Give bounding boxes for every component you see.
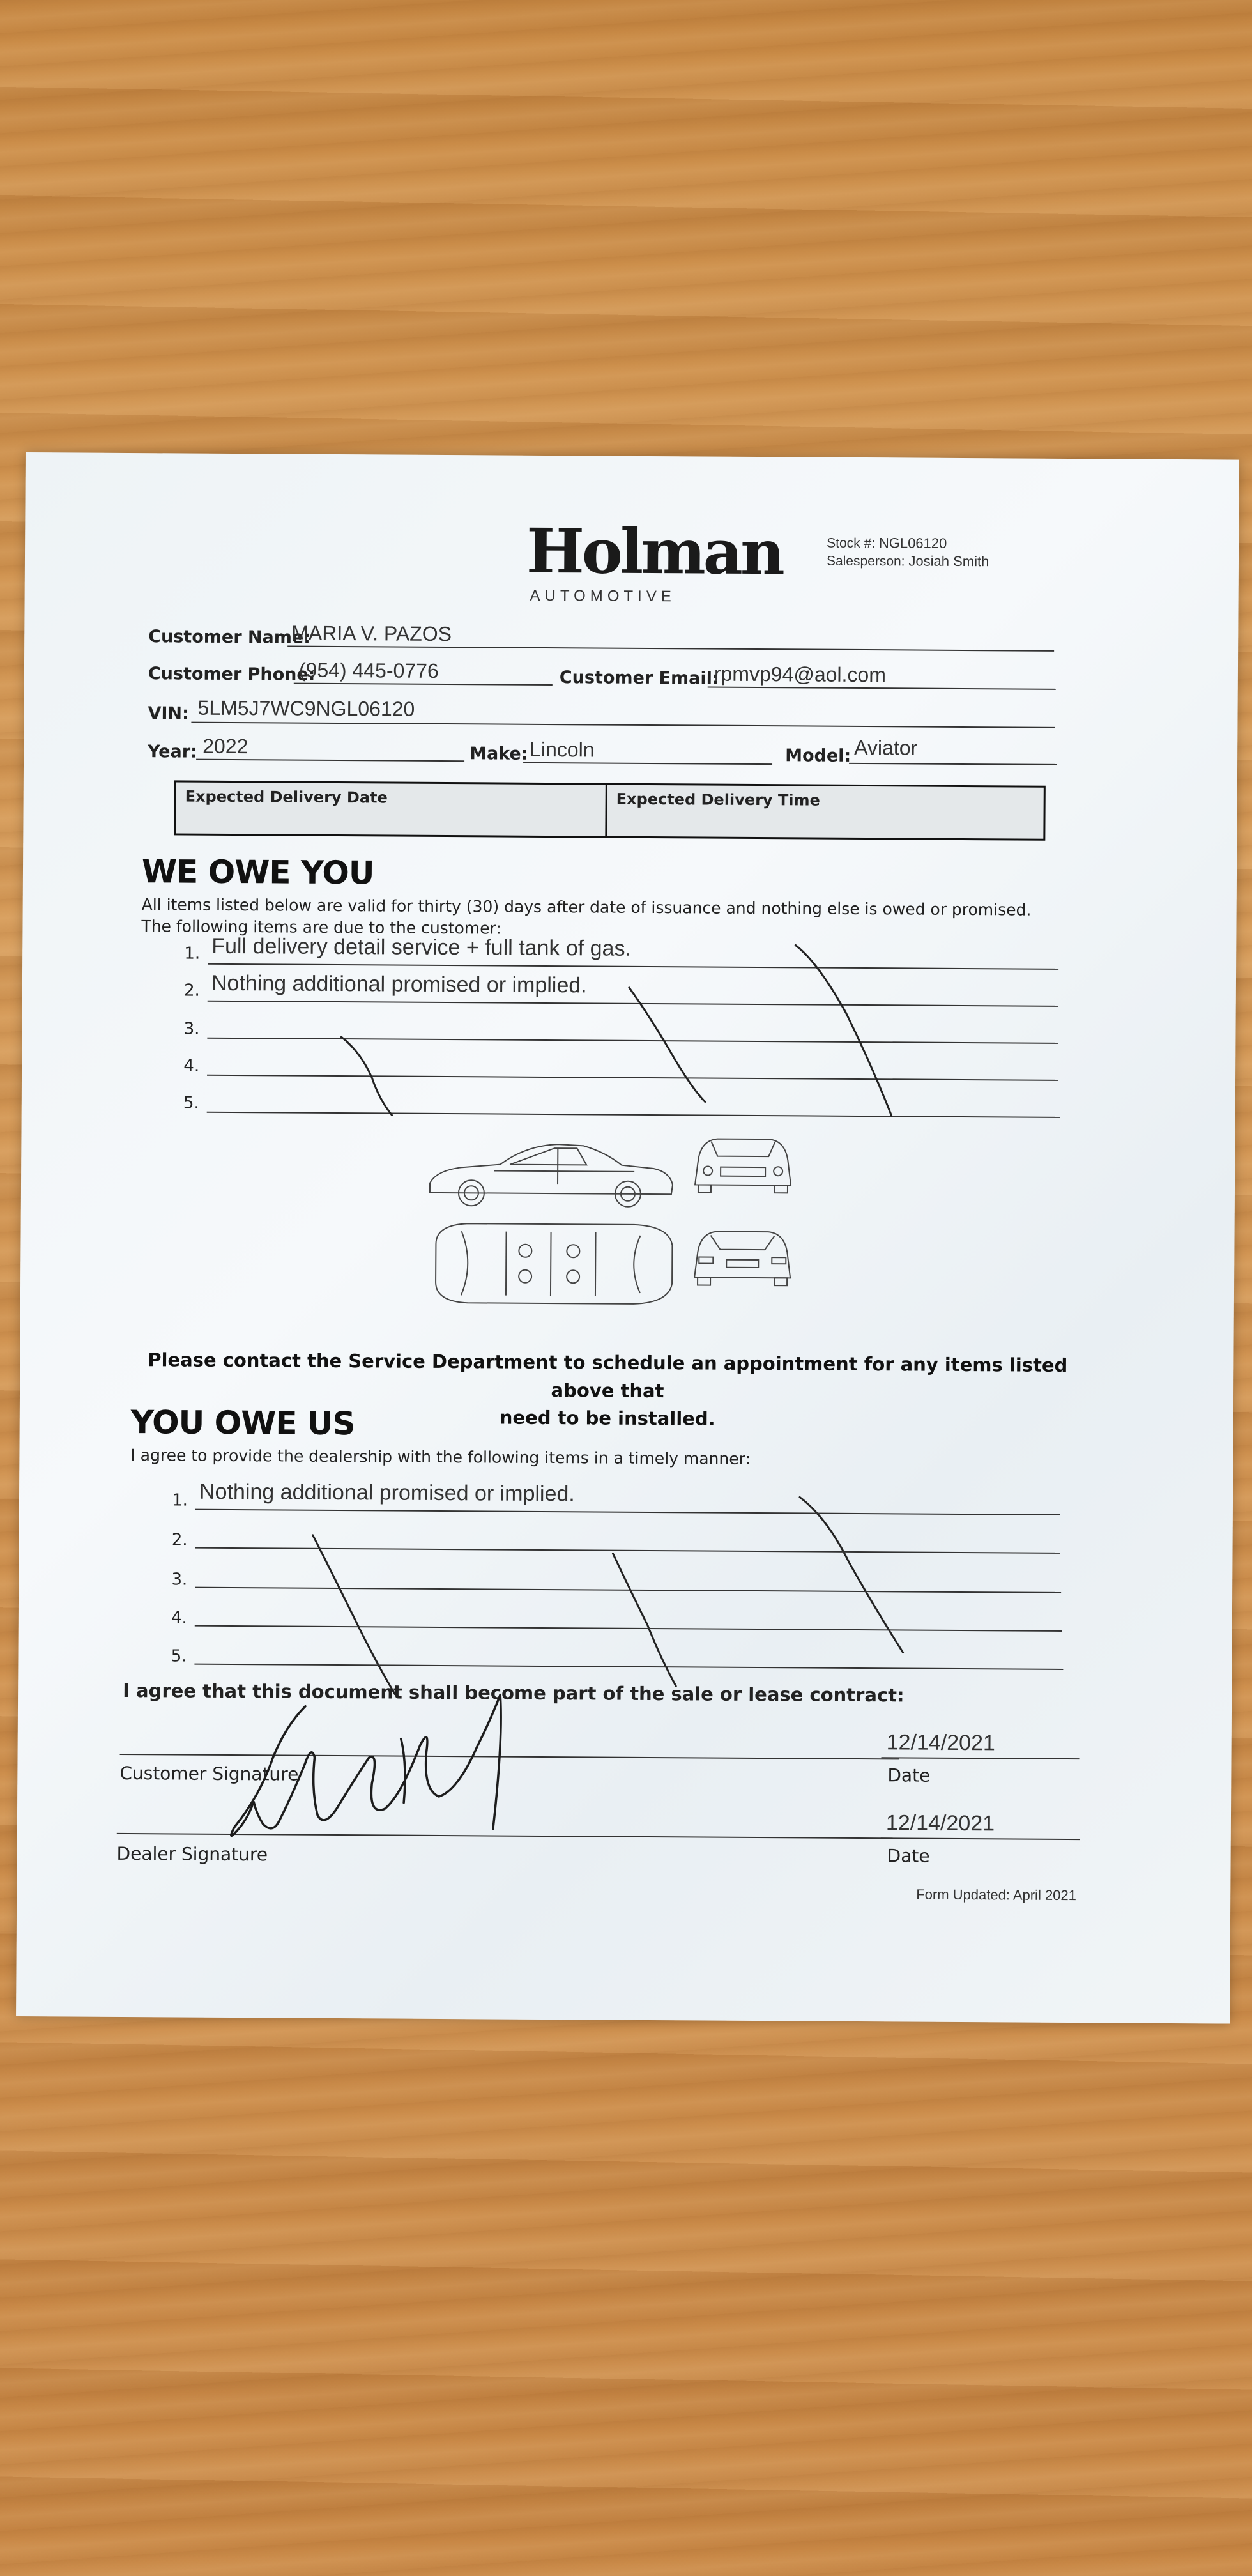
you-owe-title: YOU OWE US xyxy=(130,1404,355,1443)
car-top-view xyxy=(436,1223,673,1304)
dealer-date-value: 12/14/2021 xyxy=(885,1811,995,1836)
dealer-date-label: Date xyxy=(887,1845,930,1867)
car-side-view xyxy=(430,1144,673,1207)
we-owe-intro-line1: All items listed below are valid for thirty (30) days after date of issuance and nothing else is owed or promised. xyxy=(141,895,1032,919)
we-owe-title: WE OWE YOU xyxy=(141,853,374,892)
car-rear-view xyxy=(694,1231,791,1285)
customer-email-value: rpmvp94@aol.com xyxy=(714,662,887,687)
we-owe-form xyxy=(16,452,1239,2024)
we-owe-item-number: 5. xyxy=(183,1093,199,1113)
delivery-date-label: Expected Delivery Date xyxy=(185,787,388,807)
make-value: Lincoln xyxy=(530,737,595,762)
make-label: Make: xyxy=(470,744,528,764)
model-value: Aviator xyxy=(854,735,918,760)
stock-label: Stock #: xyxy=(827,535,876,551)
strike-mark xyxy=(629,988,706,1102)
model-label: Model: xyxy=(785,746,851,766)
dealer-signature-label: Dealer Signature xyxy=(116,1843,268,1866)
vehicle-damage-diagram xyxy=(423,1132,820,1326)
customer-signature-label: Customer Signature xyxy=(119,1762,299,1785)
you-owe-intro: I agree to provide the dealership with the following items in a timely manner: xyxy=(130,1446,751,1468)
customer-name-value: MARIA V. PAZOS xyxy=(291,621,452,646)
customer-phone-value: (954) 445-0776 xyxy=(298,658,439,682)
agreement-statement: I agree that this document shall become part of the sale or lease contract: xyxy=(123,1679,905,1706)
service-notice-line1: Please contact the Service Department to schedule an appointment for any items listed above that xyxy=(148,1349,1068,1402)
customer-name-label: Customer Name: xyxy=(148,627,311,648)
we-owe-item-number: 3. xyxy=(183,1019,200,1039)
strike-mark xyxy=(341,1037,393,1115)
car-front-view xyxy=(695,1138,791,1193)
you-owe-item-number: 4. xyxy=(171,1608,187,1628)
strike-mark xyxy=(795,945,893,1116)
form-updated-note: Form Updated: April 2021 xyxy=(916,1886,1077,1904)
salesperson-value: Josiah Smith xyxy=(908,553,989,570)
year-value: 2022 xyxy=(202,734,248,758)
delivery-time-label: Expected Delivery Time xyxy=(616,790,820,809)
customer-phone-label: Customer Phone: xyxy=(148,664,316,685)
customer-email-label: Customer Email: xyxy=(559,668,719,689)
logo-subtitle: AUTOMOTIVE xyxy=(530,586,676,606)
service-notice-line2: need to be installed. xyxy=(499,1406,715,1430)
logo-wordmark: Holman xyxy=(526,514,783,589)
stock-value: NGL06120 xyxy=(878,535,947,551)
we-owe-item-text: Full delivery detail service + full tank of gas. xyxy=(211,933,632,961)
vin-value: 5LM5J7WC9NGL06120 xyxy=(197,696,415,721)
we-owe-item-number: 1. xyxy=(184,944,201,963)
we-owe-item-number: 4. xyxy=(183,1056,200,1076)
you-owe-item-number: 2. xyxy=(171,1530,188,1550)
you-owe-item-number: 3. xyxy=(171,1570,188,1590)
year-label: Year: xyxy=(148,742,197,762)
you-owe-item-number: 1. xyxy=(172,1491,188,1510)
salesperson-label: Salesperson: xyxy=(826,553,905,569)
we-owe-item-text: Nothing additional promised or implied. xyxy=(211,970,587,998)
you-owe-item-number: 5. xyxy=(171,1646,187,1666)
handwritten-signature xyxy=(208,1667,542,1880)
vin-label: VIN: xyxy=(148,703,189,724)
customer-date-value: 12/14/2021 xyxy=(886,1730,995,1756)
we-owe-item-number: 2. xyxy=(183,981,200,1000)
you-owe-item-text: Nothing additional promised or implied. xyxy=(199,1479,575,1506)
customer-date-label: Date xyxy=(887,1765,931,1786)
we-owe-intro-line2: The following items are due to the customer: xyxy=(141,916,501,938)
